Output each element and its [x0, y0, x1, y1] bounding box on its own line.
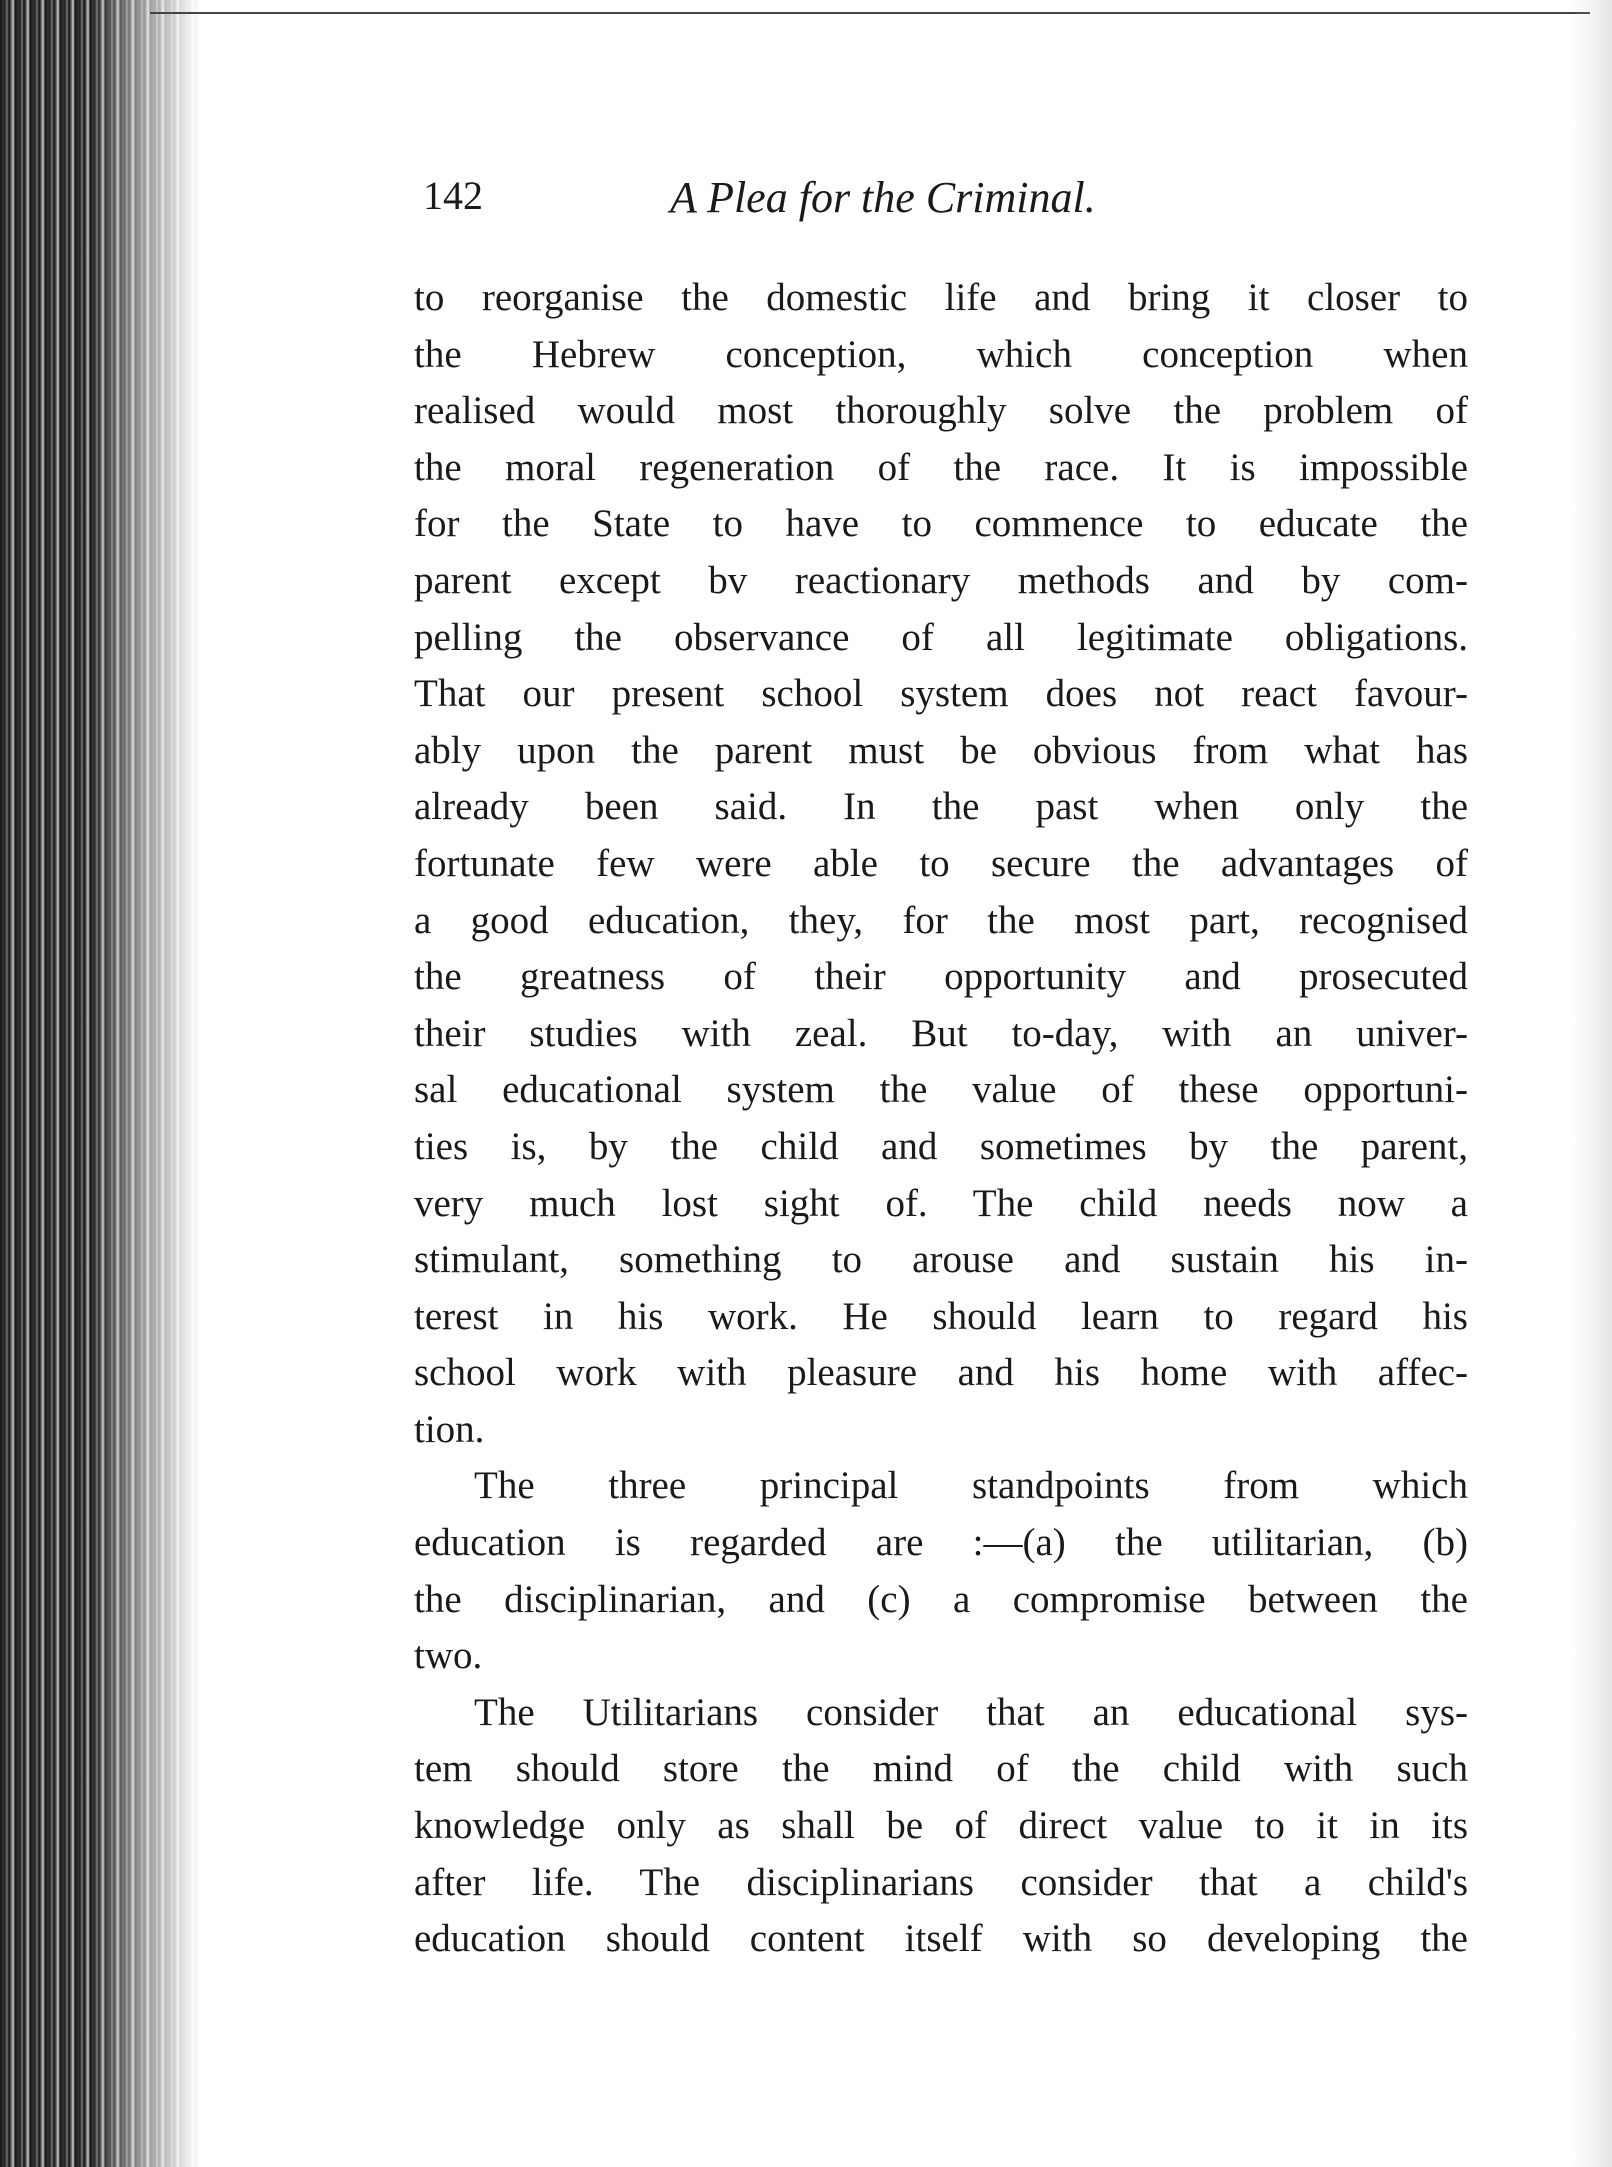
text-line: the moral regeneration of the race. It is impossible — [414, 445, 1468, 489]
text-line: terest in his work. He should learn to regard his — [414, 1294, 1468, 1338]
body-text — [414, 270, 1468, 1968]
text-line: the Hebrew conception, which conception when — [414, 332, 1468, 376]
text-line: sal educational system the value of these opportuni- — [414, 1068, 1468, 1112]
text-line: The Utilitarians consider that an educational sys- — [474, 1690, 1468, 1734]
text-line: pelling the observance of all legitimate obligations. — [414, 615, 1468, 659]
text-line: the greatness of their opportunity and prosecuted — [414, 955, 1468, 999]
page-number: 142 — [423, 173, 483, 218]
text-line: two. — [414, 1634, 483, 1678]
text-line: their studies with zeal. But to-day, with an univer- — [414, 1011, 1468, 1055]
text-line: the disciplinarian, and (c) a compromise between the — [414, 1577, 1468, 1621]
text-line: education is regarded are :—(a) the utilitarian, (b) — [414, 1521, 1468, 1565]
text-line: already been said. In the past when only the — [414, 785, 1468, 829]
text-line: after life. The disciplinarians consider that a child's — [414, 1860, 1468, 1904]
text-line: stimulant, something to arouse and sustain his in- — [414, 1238, 1468, 1282]
text-line: a good education, they, for the most part, recognised — [414, 898, 1468, 942]
text-line: for the State to have to commence to educate the — [414, 502, 1468, 546]
text-line: to reorganise the domestic life and bring it closer to — [414, 276, 1468, 319]
text-line: realised would most thoroughly solve the problem of — [414, 389, 1468, 433]
scan-top-border — [150, 12, 1590, 14]
text-line: ties is, by the child and sometimes by the parent, — [414, 1124, 1468, 1168]
page-right-edge — [1572, 0, 1612, 2167]
text-line: ably upon the parent must be obvious from what has — [414, 728, 1468, 772]
text-line: parent except bv reactionary methods and by com- — [414, 558, 1468, 602]
text-line: That our present school system does not react favour- — [414, 672, 1468, 716]
text-line: fortunate few were able to secure the advantages of — [414, 841, 1468, 885]
text-line: school work with pleasure and his home with affec- — [414, 1351, 1468, 1395]
text-line: very much lost sight of. The child needs now a — [414, 1181, 1468, 1225]
text-line: knowledge only as shall be of direct value to it in its — [414, 1804, 1468, 1848]
text-line: The three principal standpoints from which — [474, 1464, 1468, 1508]
text-line: tion. — [414, 1407, 485, 1451]
book-spine-edge — [0, 0, 200, 2167]
running-title: A Plea for the Criminal. — [670, 173, 1096, 222]
text-line: tem should store the mind of the child with such — [414, 1747, 1468, 1791]
page-header — [0, 172, 1612, 232]
text-line: education should content itself with so developing the — [414, 1917, 1468, 1961]
